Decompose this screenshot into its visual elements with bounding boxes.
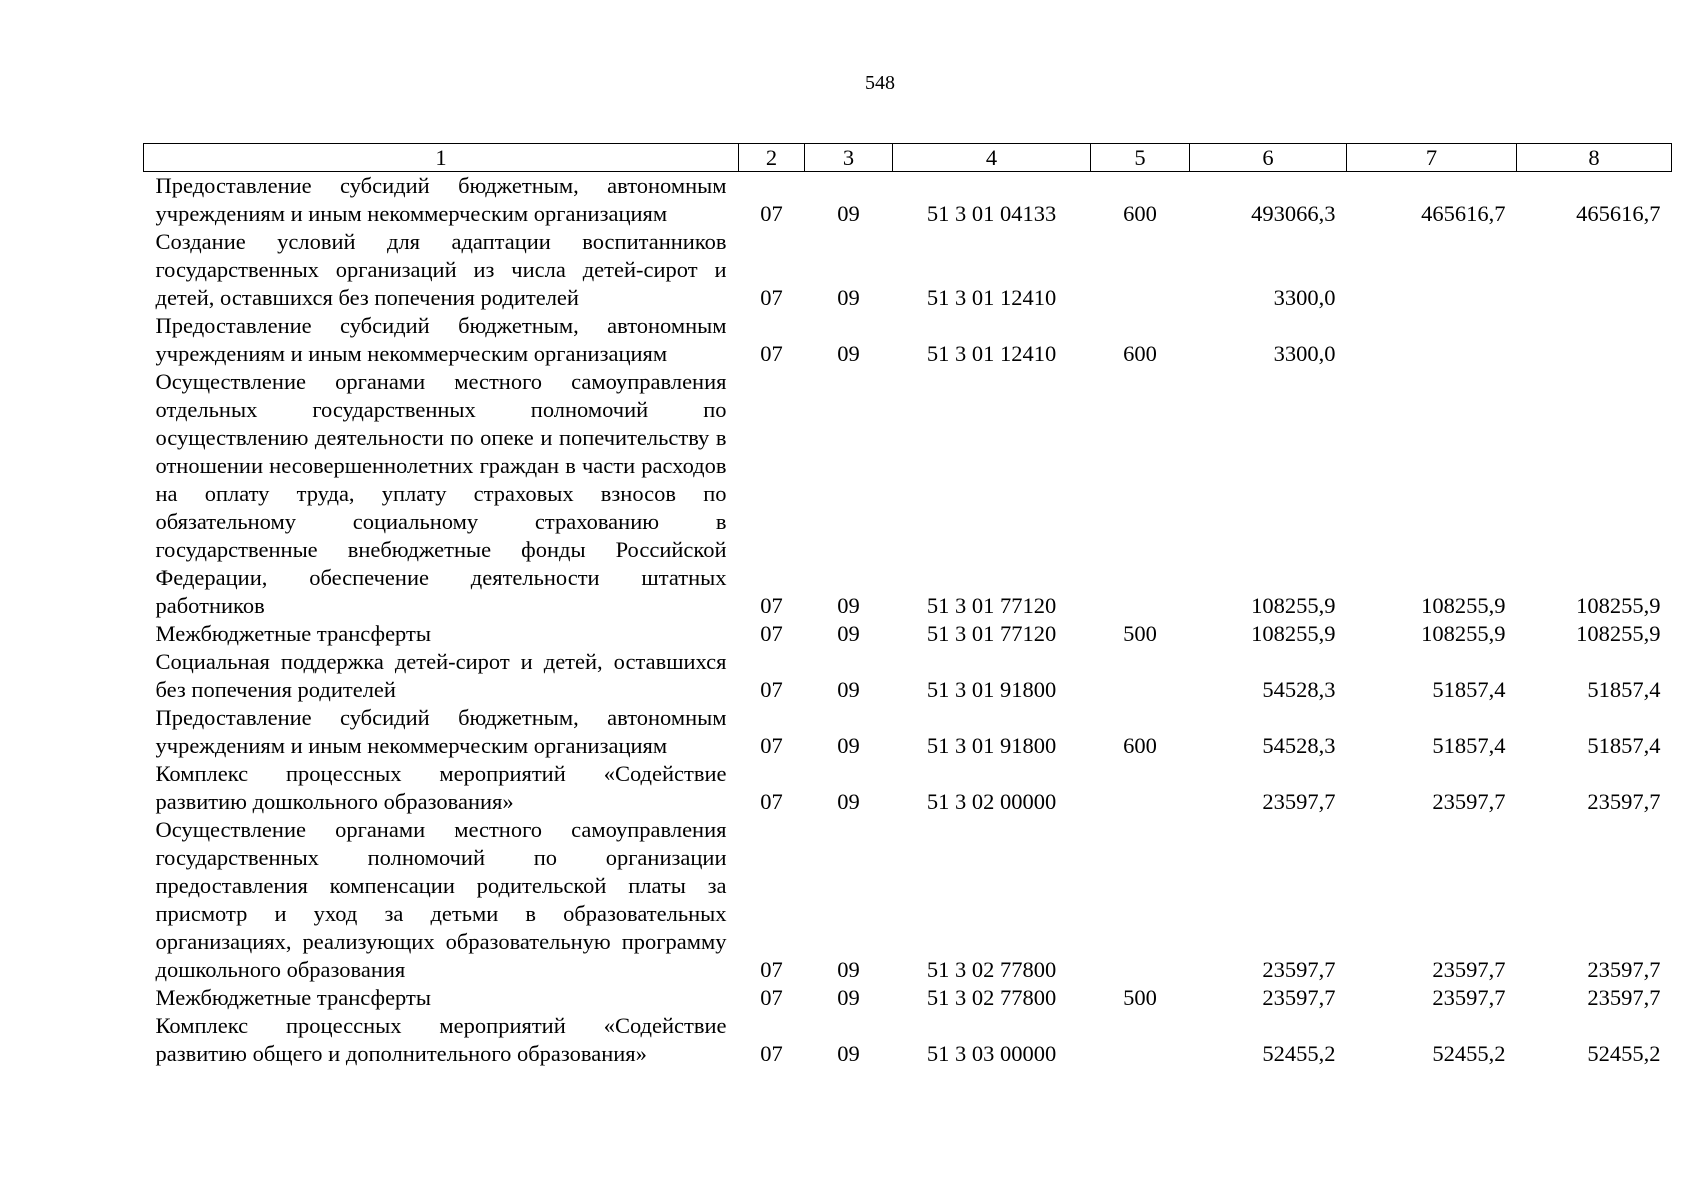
- row-amount-col7-cell: 23597,7: [1432, 985, 1506, 1010]
- row-target-article-cell: 51 3 01 04133: [926, 201, 1057, 226]
- row-expense-type-cell: [1091, 760, 1190, 816]
- table-row: [144, 984, 1672, 1012]
- row-amount-col8-cell: 108255,9: [1576, 621, 1661, 646]
- row-name-cell: Межбюджетные трансферты: [155, 621, 431, 646]
- row-amount-col8-cell: 108255,9: [1576, 593, 1661, 618]
- row-name-cell: Предоставление субсидий бюджетным, автономным учреждениям и иным некоммерческим организациям: [155, 705, 727, 758]
- row-amount-col8-cell: 52455,2: [1587, 1041, 1661, 1066]
- row-amount-col7-cell: [1347, 228, 1517, 312]
- row-amount-col7-cell: 51857,4: [1432, 677, 1506, 702]
- row-name-cell: Комплекс процессных мероприятий «Содействие развитию дошкольного образования»: [155, 761, 727, 814]
- row-amount-col6-cell: 108255,9: [1251, 593, 1336, 618]
- row-amount-col7-cell: 23597,7: [1432, 957, 1506, 982]
- header-col-7: 7: [1347, 144, 1517, 172]
- row-expense-type-cell: [1091, 368, 1190, 620]
- page-number: 548: [865, 72, 895, 94]
- row-section-cell: 07: [760, 789, 783, 814]
- row-name-cell: Создание условий для адаптации воспитанников государственных организаций из числа детей-сирот и детей, оставшихся без попечения родителей: [155, 229, 727, 310]
- row-name-cell: Предоставление субсидий бюджетным, автономным учреждениям и иным некоммерческим организациям: [155, 173, 727, 226]
- row-amount-col8-cell: 23597,7: [1587, 957, 1661, 982]
- row-amount-col6-cell: 108255,9: [1251, 621, 1336, 646]
- row-subsection-cell: 09: [837, 985, 860, 1010]
- row-amount-col6-cell: 54528,3: [1262, 677, 1336, 702]
- row-target-article-cell: 51 3 01 91800: [926, 733, 1057, 758]
- table-body: [144, 172, 1672, 1069]
- row-section-cell: 07: [760, 285, 783, 310]
- row-name-cell: Осуществление органами местного самоуправления отдельных государственных полномочий по осуществлению деятельности по опеке и попечительству в отношении несовершеннолетних граждан в части расходов на оплату труда, уплату страховых взносов по обязательному социальному страхованию в государственные внебюджетные фонды Российской Федерации, обеспечение деятельности штатных работников: [155, 369, 727, 618]
- row-amount-col7-cell: 465616,7: [1421, 201, 1506, 226]
- row-subsection-cell: 09: [837, 593, 860, 618]
- row-amount-col6-cell: 54528,3: [1262, 733, 1336, 758]
- row-amount-col7-cell: 108255,9: [1421, 593, 1506, 618]
- table-header-row: [144, 144, 1672, 172]
- row-amount-col8-cell: 465616,7: [1576, 201, 1661, 226]
- row-amount-col6-cell: 23597,7: [1262, 957, 1336, 982]
- row-expense-type-cell: [1091, 228, 1190, 312]
- header-col-4: 4: [893, 144, 1091, 172]
- row-amount-col7-cell: 23597,7: [1432, 789, 1506, 814]
- row-expense-type-cell: 600: [1123, 201, 1157, 226]
- row-subsection-cell: 09: [837, 1041, 860, 1066]
- row-amount-col7-cell: 52455,2: [1432, 1041, 1506, 1066]
- row-name-cell: Межбюджетные трансферты: [155, 985, 431, 1010]
- row-section-cell: 07: [760, 957, 783, 982]
- row-section-cell: 07: [760, 985, 783, 1010]
- row-amount-col8-cell: [1517, 312, 1672, 368]
- table-row: [144, 228, 1672, 312]
- row-subsection-cell: 09: [837, 621, 860, 646]
- row-name-cell: Предоставление субсидий бюджетным, автономным учреждениям и иным некоммерческим организациям: [155, 313, 727, 366]
- row-section-cell: 07: [760, 621, 783, 646]
- header-col-6: 6: [1190, 144, 1347, 172]
- row-amount-col6-cell: 23597,7: [1262, 789, 1336, 814]
- header-col-3: 3: [805, 144, 893, 172]
- row-name-cell: Комплекс процессных мероприятий «Содействие развитию общего и дополнительного образования»: [155, 1013, 727, 1066]
- row-expense-type-cell: 500: [1123, 621, 1157, 646]
- row-expense-type-cell: [1091, 648, 1190, 704]
- row-amount-col6-cell: 3300,0: [1273, 285, 1336, 310]
- row-section-cell: 07: [760, 593, 783, 618]
- header-col-1: 1: [144, 144, 739, 172]
- row-amount-col6-cell: 23597,7: [1262, 985, 1336, 1010]
- header-col-8: 8: [1517, 144, 1672, 172]
- row-amount-col7-cell: 51857,4: [1432, 733, 1506, 758]
- row-amount-col8-cell: 23597,7: [1587, 985, 1661, 1010]
- row-subsection-cell: 09: [837, 677, 860, 702]
- row-subsection-cell: 09: [837, 957, 860, 982]
- table-row: [144, 620, 1672, 648]
- row-subsection-cell: 09: [837, 789, 860, 814]
- row-section-cell: 07: [760, 1041, 783, 1066]
- row-amount-col7-cell: 108255,9: [1421, 621, 1506, 646]
- row-target-article-cell: 51 3 03 00000: [926, 1041, 1057, 1066]
- table-row: [144, 648, 1672, 704]
- table-row: [144, 704, 1672, 760]
- row-target-article-cell: 51 3 01 12410: [926, 341, 1057, 366]
- table-row: [144, 760, 1672, 816]
- row-expense-type-cell: [1091, 816, 1190, 984]
- row-target-article-cell: 51 3 02 77800: [926, 957, 1057, 982]
- table-row: [144, 172, 1672, 229]
- row-expense-type-cell: 600: [1123, 341, 1157, 366]
- row-name-cell: Осуществление органами местного самоуправления государственных полномочий по организации предоставления компенсации родительской платы за присмотр и уход за детьми в образовательных организациях, реализующих образовательную программу дошкольного образования: [155, 817, 727, 982]
- row-subsection-cell: 09: [837, 733, 860, 758]
- row-target-article-cell: 51 3 01 91800: [926, 677, 1057, 702]
- table-row: [144, 312, 1672, 368]
- row-subsection-cell: 09: [837, 201, 860, 226]
- row-section-cell: 07: [760, 341, 783, 366]
- row-target-article-cell: 51 3 02 00000: [926, 789, 1057, 814]
- row-amount-col6-cell: 52455,2: [1262, 1041, 1336, 1066]
- row-target-article-cell: 51 3 01 12410: [926, 285, 1057, 310]
- header-col-5: 5: [1091, 144, 1190, 172]
- row-amount-col8-cell: 51857,4: [1587, 733, 1661, 758]
- row-target-article-cell: 51 3 01 77120: [926, 621, 1057, 646]
- row-target-article-cell: 51 3 01 77120: [926, 593, 1057, 618]
- budget-table: [143, 143, 1672, 1068]
- row-section-cell: 07: [760, 733, 783, 758]
- row-subsection-cell: 09: [837, 341, 860, 366]
- row-amount-col8-cell: [1517, 228, 1672, 312]
- table-row: [144, 368, 1672, 620]
- row-expense-type-cell: 600: [1123, 733, 1157, 758]
- row-expense-type-cell: 500: [1123, 985, 1157, 1010]
- row-amount-col8-cell: 23597,7: [1587, 789, 1661, 814]
- row-amount-col8-cell: 51857,4: [1587, 677, 1661, 702]
- table-row: [144, 816, 1672, 984]
- header-col-2: 2: [739, 144, 805, 172]
- table-row: [144, 1012, 1672, 1068]
- row-section-cell: 07: [760, 677, 783, 702]
- row-expense-type-cell: [1091, 1012, 1190, 1068]
- row-subsection-cell: 09: [837, 285, 860, 310]
- row-amount-col6-cell: 3300,0: [1273, 341, 1336, 366]
- row-section-cell: 07: [760, 201, 783, 226]
- row-name-cell: Социальная поддержка детей-сирот и детей, оставшихся без попечения родителей: [155, 649, 727, 702]
- row-amount-col6-cell: 493066,3: [1251, 201, 1336, 226]
- row-amount-col7-cell: [1347, 312, 1517, 368]
- row-target-article-cell: 51 3 02 77800: [926, 985, 1057, 1010]
